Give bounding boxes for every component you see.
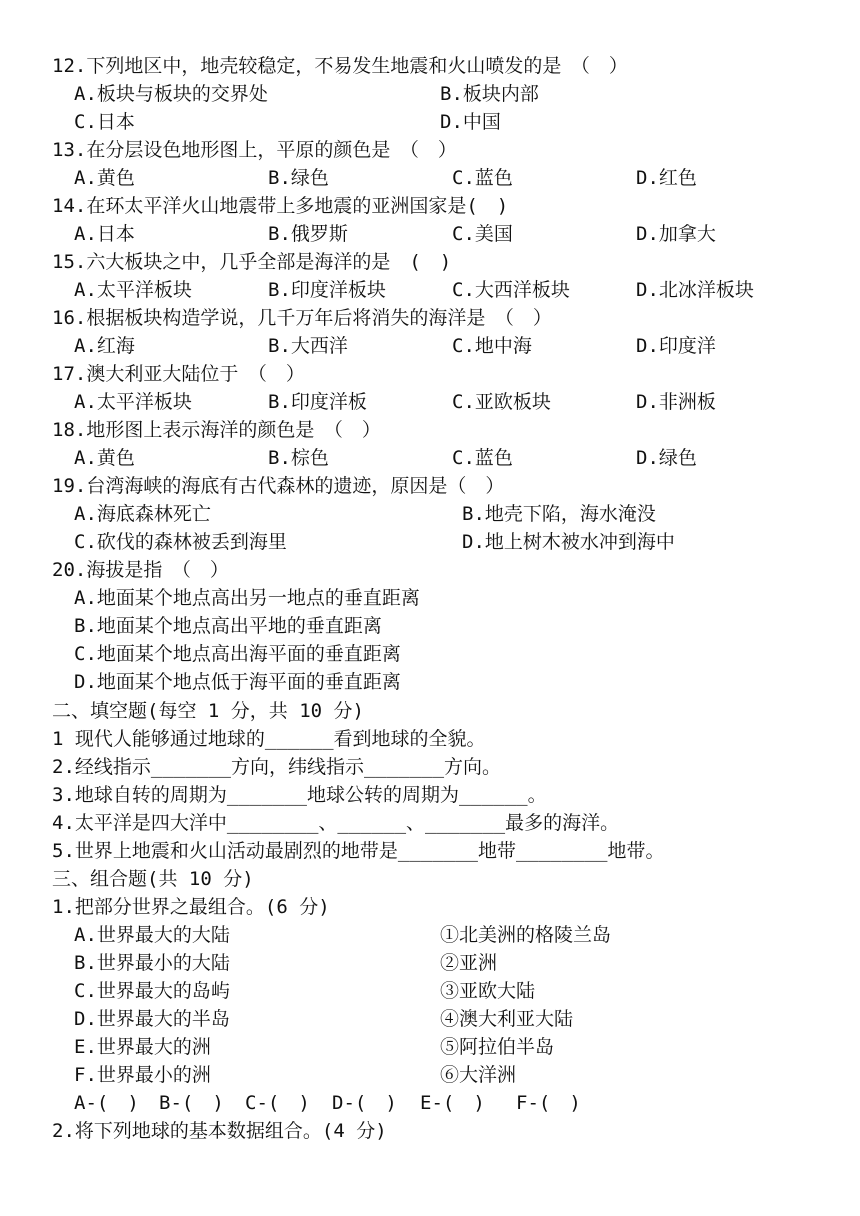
q15-option-c: C.大西洋板块 — [452, 279, 570, 301]
match-left-f: F.世界最小的洲 — [74, 1064, 211, 1086]
q19-option-d: D.地上树木被水冲到海中 — [462, 531, 675, 553]
q15-option-a: A.太平洋板块 — [74, 279, 192, 301]
q15-option-b: B.印度洋板块 — [268, 279, 386, 301]
match-left-b: B.世界最小的大陆 — [74, 952, 230, 974]
answer-slot-c: C-( ) — [245, 1092, 310, 1114]
q16-option-c: C.地中海 — [452, 335, 532, 357]
q14-option-c: C.美国 — [452, 223, 513, 245]
match-right-4: ④澳大利亚大陆 — [440, 1008, 574, 1030]
answer-slot-d: D-( ) — [332, 1092, 397, 1114]
question-17-stem: 17.澳大利亚大陆位于 （ ） — [52, 363, 305, 385]
q13-option-c: C.蓝色 — [452, 167, 513, 189]
q14-option-a: A.日本 — [74, 223, 135, 245]
fill-item-2: 2.经线指示_______方向，纬线指示_______方向。 — [52, 756, 502, 778]
match-left-e: E.世界最大的洲 — [74, 1036, 211, 1058]
q18-option-c: C.蓝色 — [452, 447, 513, 469]
q19-option-a: A.海底森林死亡 — [74, 503, 211, 525]
q19-option-c: C.砍伐的森林被丢到海里 — [74, 531, 287, 553]
fill-item-5: 5.世界上地震和火山活动最剧烈的地带是_______地带________地带。 — [52, 840, 665, 862]
q18-option-a: A.黄色 — [74, 447, 135, 469]
match-right-1: ①北美洲的格陵兰岛 — [440, 924, 612, 946]
match-left-a: A.世界最大的大陆 — [74, 924, 230, 946]
question-16-stem: 16.根据板块构造学说，几千万年后将消失的海洋是 （ ） — [52, 307, 552, 329]
q13-option-b: B.绿色 — [268, 167, 329, 189]
match-question-2: 2.将下列地球的基本数据组合。(4 分) — [52, 1120, 387, 1142]
q16-option-a: A.红海 — [74, 335, 135, 357]
match-left-d: D.世界最大的半岛 — [74, 1008, 230, 1030]
answer-slot-e: E-( ) — [420, 1092, 485, 1114]
q17-option-c: C.亚欧板块 — [452, 391, 551, 413]
q20-option-a: A.地面某个地点高出另一地点的垂直距离 — [74, 587, 420, 609]
match-right-3: ③亚欧大陆 — [440, 980, 536, 1002]
q12-option-a: A.板块与板块的交界处 — [74, 83, 268, 105]
match-right-5: ⑤阿拉伯半岛 — [440, 1036, 555, 1058]
q12-option-c: C.日本 — [74, 111, 135, 133]
match-section-title: 三、组合题(共 10 分) — [52, 868, 254, 890]
match-right-2: ②亚洲 — [440, 952, 498, 974]
question-13-stem: 13.在分层设色地形图上，平原的颜色是 （ ） — [52, 139, 457, 161]
fill-item-1: 1 现代人能够通过地球的______看到地球的全貌。 — [52, 728, 486, 750]
q19-option-b: B.地壳下陷，海水淹没 — [462, 503, 656, 525]
question-20-stem: 20.海拔是指 （ ） — [52, 559, 229, 581]
q18-option-d: D.绿色 — [636, 447, 697, 469]
q20-option-b: B.地面某个地点高出平地的垂直距离 — [74, 615, 382, 637]
q16-option-d: D.印度洋 — [636, 335, 716, 357]
fill-item-4: 4.太平洋是四大洋中________、______、_______最多的海洋。 — [52, 812, 620, 834]
q14-option-d: D.加拿大 — [636, 223, 716, 245]
q20-option-c: C.地面某个地点高出海平面的垂直距离 — [74, 643, 401, 665]
q17-option-d: D.非洲板 — [636, 391, 716, 413]
question-14-stem: 14.在环太平洋火山地震带上多地震的亚洲国家是( ) — [52, 195, 509, 217]
q13-option-d: D.红色 — [636, 167, 697, 189]
answer-slot-b: B-( ) — [159, 1092, 224, 1114]
answer-slot-f: F-( ) — [516, 1092, 581, 1114]
fill-item-3: 3.地球自转的周期为_______地球公转的周期为______。 — [52, 784, 547, 806]
match-right-6: ⑥大洋洲 — [440, 1064, 517, 1086]
match-left-c: C.世界最大的岛屿 — [74, 980, 230, 1002]
q15-option-d: D.北冰洋板块 — [636, 279, 754, 301]
q18-option-b: B.棕色 — [268, 447, 329, 469]
fill-section-title: 二、填空题(每空 1 分，共 10 分) — [52, 700, 364, 722]
question-15-stem: 15.六大板块之中，几乎全部是海洋的是 ( ) — [52, 251, 452, 273]
q17-option-b: B.印度洋板 — [268, 391, 367, 413]
q12-option-b: B.板块内部 — [440, 83, 539, 105]
match-question-1: 1.把部分世界之最组合。(6 分) — [52, 896, 330, 918]
q17-option-a: A.太平洋板块 — [74, 391, 192, 413]
q16-option-b: B.大西洋 — [268, 335, 348, 357]
question-19-stem: 19.台湾海峡的海底有古代森林的遗迹，原因是（ ） — [52, 475, 505, 497]
answer-slot-a: A-( ) — [74, 1092, 139, 1114]
q13-option-a: A.黄色 — [74, 167, 135, 189]
q14-option-b: B.俄罗斯 — [268, 223, 348, 245]
q12-option-d: D.中国 — [440, 111, 501, 133]
question-18-stem: 18.地形图上表示海洋的颜色是 （ ） — [52, 419, 381, 441]
question-12-stem: 12.下列地区中，地壳较稳定，不易发生地震和火山喷发的是 （ ） — [52, 55, 628, 77]
q20-option-d: D.地面某个地点低于海平面的垂直距离 — [74, 671, 401, 693]
